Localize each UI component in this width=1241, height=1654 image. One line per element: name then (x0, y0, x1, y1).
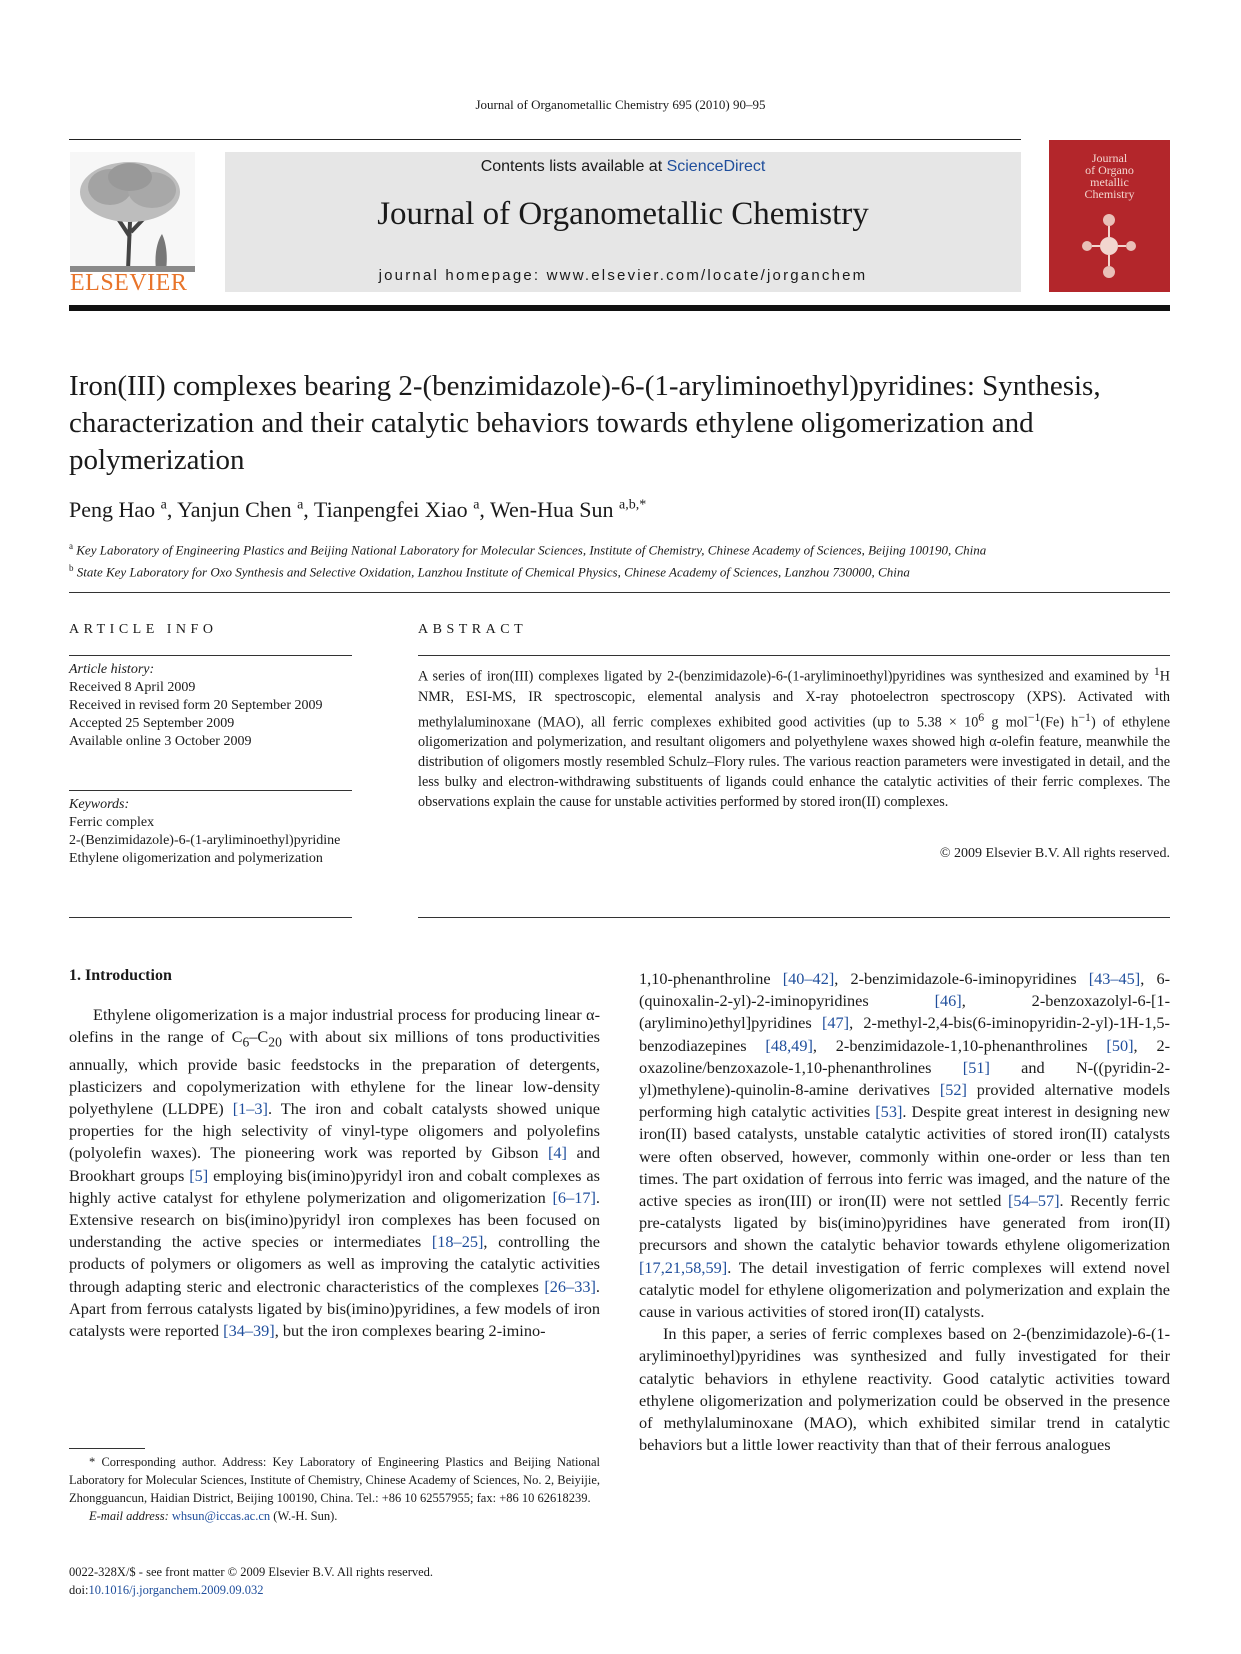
article-history (69, 661, 352, 751)
keywords (69, 796, 352, 868)
reference-link[interactable]: [52] (939, 1080, 967, 1100)
text-run: , 6-(quinoxalin-2-yl)-2-iminopyridines (639, 969, 1171, 1011)
reference-link[interactable]: [6–17] (552, 1187, 596, 1207)
keyword-item: 2-(Benzimidazole)-6-(1-aryliminoethyl)pyridine (69, 833, 341, 848)
email-link[interactable]: whsun@iccas.ac.cn (171, 1509, 271, 1523)
reference-link[interactable]: [34–39] (223, 1321, 275, 1341)
text-run: and Brookhart groups (69, 1143, 600, 1185)
issn-line: 0022-328X/$ - see front matter © 2009 Elsevier B.V. All rights reserved. (69, 1565, 434, 1579)
cover-line: Chemistry (1084, 187, 1135, 201)
abstract-sup: 1 (1153, 664, 1160, 678)
paragraph (69, 1004, 600, 1342)
reference-link[interactable]: [54–57] (1007, 1191, 1060, 1211)
author-name[interactable]: Wen-Hua Sun (490, 497, 614, 522)
subscript: 6 (242, 1034, 250, 1050)
keywords-label: Keywords: (69, 797, 130, 812)
author-list: Peng Hao $^a$, Yanjun Chen $^a$, Tianpengfei Xiao $^a$, Wen-Hua Sun $^{a,b,*}$ (69, 497, 647, 522)
abstract-sup: −1 (1078, 709, 1091, 724)
abstract-rule (418, 655, 1170, 656)
footnote-mark: * (89, 1455, 96, 1469)
abstract-heading: ABSTRACT (418, 622, 528, 637)
text-run: , 2-benzimidazole-6-iminopyridines (834, 969, 1089, 988)
author-affil-mark: a (473, 497, 480, 513)
history-item: Received in revised form 20 September 2009 (69, 698, 323, 713)
elsevier-wordmark: ELSEVIER (70, 270, 188, 296)
history-item: Accepted 25 September 2009 (69, 716, 235, 731)
footnote-run: (W.-H. Sun). (270, 1509, 338, 1523)
article-info-heading: ARTICLE INFO (69, 622, 218, 637)
section-rule (69, 592, 1170, 593)
reference-link[interactable]: [40–42] (782, 969, 835, 988)
article-info-rule (69, 790, 352, 791)
reference-link[interactable]: [5] (189, 1165, 209, 1185)
author-name[interactable]: Peng Hao (69, 497, 156, 522)
text-run: , 2-benzoxazolyl-6-[1-(arylimino)ethyl]pyridines (639, 991, 1170, 1033)
abstract-run: g mol (984, 714, 1028, 731)
text-run: . The iron and cobalt catalysts showed unique properties for the high selectivity of vinyl-type oligomers and polyolefins (polyolefin waxes). The pioneering work was reported by Gibson (69, 1099, 600, 1163)
text-run: provided alternative models performing high catalytic activities (639, 1080, 1170, 1122)
cover-line: metallic (1090, 175, 1129, 189)
affil-text: State Key Laboratory for Oxo Synthesis and Selective Oxidation, Lanzhou Institute of Chemical Physics, Chinese Academy of Sciences, Lanzhou 730000, China (76, 564, 910, 580)
doi-line (69, 1581, 600, 1599)
affiliations (69, 537, 1174, 582)
text-run: , controlling the products of polymers or oligomers as well as improving the catalytic activities through adapting steric and electronic characteristics of the complexes (69, 1232, 601, 1296)
text-run: , 2-methyl-2,4-bis(6-iminopyridin-2-yl)-1H-1,5-benzodiazepines (639, 1013, 1170, 1055)
cover-molecule-graphic (1069, 206, 1149, 286)
text-run: 1,10-phenanthroline (639, 969, 783, 988)
reference-link[interactable]: [50] (1106, 1035, 1134, 1055)
text-run: . Recently ferric pre-catalysts ligated by bis(imino)pyridines have generated from iron(II) precursors and shown the catalytic behavior towards ethylene oligomerization (639, 1191, 1170, 1255)
affil-letter: b (69, 563, 74, 574)
abstract-run: (Fe) h (1040, 714, 1079, 731)
paragraph (639, 968, 1170, 1323)
journal-banner (225, 152, 1021, 292)
reference-link[interactable]: [46] (934, 991, 962, 1011)
abstract-copyright: © 2009 Elsevier B.V. All rights reserved. (939, 846, 1170, 861)
journal-citation: Journal of Organometallic Chemistry 695 (2010) 90–95 (475, 97, 766, 112)
abstract-sup: 6 (978, 709, 985, 724)
footnote-rule (69, 1448, 145, 1449)
doi-link[interactable]: 10.1016/j.jorganchem.2009.09.032 (88, 1583, 264, 1597)
article-title: Iron(III) complexes bearing 2-(benzimidazole)-6-(1-aryliminoethyl)pyridines: Synthesis, characterization and their catalytic behaviors towards ethylene oligomerization and polymerization (69, 370, 1101, 476)
text-run: and N-((pyridin-2-yl)methylene)-quinolin-8-amine derivatives (639, 1057, 1170, 1100)
body-column-right (639, 968, 1170, 1456)
contents-prefix: Contents lists available at (480, 158, 667, 175)
author-affil-mark: a,b,* (619, 497, 647, 513)
reference-link[interactable]: [47] (821, 1013, 850, 1033)
history-item: Received 8 April 2009 (69, 680, 196, 695)
text-run: . Despite great interest in designing new iron(II) based catalysts, unstable catalytic activities of stored iron(II) catalysts were often observed, however, commonly within one-order or less than ten times. The part oxidation of ferrous into ferric was imaged, and the nature of the active species as iron(III) or iron(II) were not settled (639, 1102, 1170, 1211)
journal-title: Journal of Organometallic Chemistry (377, 196, 869, 232)
cover-line: of Organo (1085, 163, 1134, 177)
abstract-rule (418, 917, 1170, 918)
abstract-run: A series of iron(III) complexes ligated by 2-(benzimidazole)-6-(1-aryliminoethyl)pyridines was synthesized and examined by (418, 668, 1154, 685)
author-affil-mark: a (297, 497, 304, 513)
text-run: Ethylene oligomerization is a major industrial process for producing linear α-olefins in the range of C (69, 1005, 600, 1047)
header-thick-rule (69, 305, 1170, 311)
history-label: Article history: (69, 662, 155, 677)
reference-link[interactable]: [4] (548, 1143, 567, 1163)
reference-link[interactable]: [53] (875, 1102, 903, 1122)
text-run: , 2-benzimidazole-1,10-phenanthrolines (812, 1035, 1107, 1055)
abstract-text (418, 661, 1170, 812)
reference-link[interactable]: [26–33] (544, 1276, 596, 1296)
footnote-text (69, 1453, 600, 1507)
footnote-email (69, 1507, 600, 1525)
author-affil-mark: a (160, 497, 167, 513)
text-run: . Extensive research on bis(imino)pyridyl iron complexes has been focused on understanding the active species or intermediates (69, 1187, 600, 1252)
article-info-rule (69, 655, 352, 656)
journal-homepage[interactable]: journal homepage: www.elsevier.com/locate/jorganchem (378, 267, 868, 284)
affiliation-b (69, 559, 1174, 581)
abstract-run: ) of ethylene oligomerization and polymerization, and resultant oligomers and polyethylene waxes showed high α-olefin feature, meanwhile the distribution of oligomers mostly resembled Schulz–Flory rules. The various reaction parameters were investigated in detail, and the less bulky and electron-withdrawing substituents of ligands could enhance the catalytic activities of their ferric complexes. The observations explain the cause for unstable activities performed by stored iron(II) complexes. (418, 714, 1170, 811)
reference-link[interactable]: [1–3] (232, 1099, 268, 1119)
text-run: , but the iron complexes bearing 2-imino- (274, 1321, 546, 1341)
affiliation-a (69, 537, 1174, 559)
doi-prefix: doi: (69, 1583, 89, 1597)
contents-line (225, 158, 1021, 176)
journal-cover-image (1049, 140, 1170, 292)
email-label: E-mail address: (89, 1509, 172, 1523)
sciencedirect-link[interactable]: ScienceDirect (666, 158, 766, 175)
text-run: . Apart from ferrous catalysts ligated by bis(imino)pyridines, a few models of iron catalysts were reported (69, 1276, 600, 1341)
keyword-item: Ethylene oligomerization and polymerization (69, 851, 323, 866)
paragraph: In this paper, a series of ferric complexes based on 2-(benzimidazole)-6-(1-aryliminoethyl)pyridines was synthesized and fully investigated for their catalytic behaviors in ethylene reactivity. Good catalytic activities toward ethylene oligomerization and polymerization could be observed in the presence of methylaluminoxane (MAO), which exhibited similar trend in catalytic behaviors but a little lower reactivity than that of their ferrous analogues (639, 1324, 1170, 1455)
reference-link[interactable]: [43–45] (1088, 969, 1141, 988)
section-heading-introduction: 1. Introduction (69, 967, 172, 984)
affil-letter: a (69, 541, 73, 551)
text-run: –C (249, 1027, 269, 1047)
text-run: . The detail investigation of ferric complexes will extend novel catalytic model for ethylene oligomerization and polymerization and explain the cause in various activities of stored iron(II) catalysts. (639, 1257, 1170, 1322)
author-name[interactable]: Yanjun Chen (177, 497, 292, 522)
header-rule (69, 139, 1021, 140)
text-run: , 2-oxazoline/benzoxazole-1,10-phenanthrolines (639, 1035, 1170, 1077)
abstract-run: H NMR, ESI-MS, IR spectroscopic, elemental analysis and X-ray photoelectron spectroscopy (XPS). Activated with methylaluminoxane (MAO), all ferric complexes exhibited good activities (up to 5.38 × 10 (418, 668, 1170, 731)
body-column-left (69, 1004, 600, 1342)
reference-link[interactable]: [18–25] (431, 1232, 484, 1252)
affil-text: Key Laboratory of Engineering Plastics and Beijing National Laboratory for Molecular Sciences, Institute of Chemistry, Chinese Academy of Sciences, Beijing 100190, China (76, 542, 987, 558)
article-info-rule (69, 917, 352, 918)
footnote-run: Corresponding author. Address: Key Laboratory of Engineering Plastics and Beijing National Laboratory for Molecular Sciences, Institute of Chemistry, Chinese Academy of Sciences, No. 2, Beiyijie, Zhongguancun, Haidian District, Beijing 100190, China. Tel.: +86 10 62557955; fax: +86 10 62618239. (69, 1455, 600, 1505)
history-item: Available online 3 October 2009 (69, 734, 252, 749)
text-run: with about six millions of tons productivities annually, which provide basic feedstocks in the preparation of detergents, plasticizers and copolymerization with ethylene for the linear low-density polyethylene (LLDPE) (69, 1027, 601, 1119)
cover-title (1049, 152, 1170, 200)
keyword-item: Ferric complex (69, 815, 155, 830)
abstract-sup: −1 (1027, 709, 1041, 724)
cover-line: Journal (1091, 151, 1128, 165)
corresponding-author-footnote (69, 1453, 600, 1525)
reference-link[interactable]: [48,49] (765, 1035, 813, 1055)
text-run: employing bis(imino)pyridyl iron and cobalt complexes as highly active catalyst for ethylene polymerization and oligomerization (69, 1165, 600, 1207)
reference-link[interactable]: [51] (962, 1057, 990, 1077)
issn-doi (69, 1563, 600, 1599)
reference-link[interactable]: [17,21,58,59] (639, 1257, 728, 1277)
author-name[interactable]: Tianpengfei Xiao (313, 497, 468, 522)
subscript: 20 (268, 1034, 282, 1050)
